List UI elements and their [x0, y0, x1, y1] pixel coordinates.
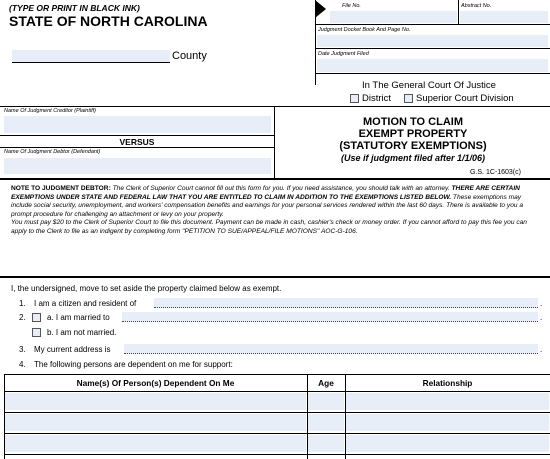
abstract-no-input[interactable] [460, 11, 548, 23]
dependent-age-input[interactable] [308, 435, 344, 452]
ink-instruction: (TYPE OR PRINT IN BLACK INK) [9, 3, 140, 13]
corner-arrow-icon [315, 0, 326, 18]
dependent-name-input[interactable] [5, 414, 306, 431]
dependent-relationship-input[interactable] [346, 393, 549, 410]
dependent-age-input[interactable] [308, 393, 344, 410]
superior-checkbox[interactable] [404, 94, 413, 103]
notice-p1: The Clerk of Superior Court cannot fill out this form for you. If you need assistance, you should talk with an attorney. [112, 185, 450, 192]
district-label: District [362, 93, 392, 104]
superior-label: Superior Court Division [416, 93, 514, 104]
spouse-input[interactable] [122, 312, 538, 322]
dependent-name-input[interactable] [5, 435, 306, 452]
statute-ref: G.S. 1C-1603(c) [470, 169, 521, 176]
married-checkbox[interactable] [32, 313, 41, 322]
residence-input[interactable] [154, 298, 538, 308]
notice-p1-rest: These exemptions may include social security, unemployment, and workers' compensation benefits and earnings for your personal services rendered within the last 60 days. There is available to you a prompt procedure for challenging an attachment or levy on your property. [11, 193, 524, 218]
county-input[interactable] [12, 50, 170, 63]
item-3-num: 3. [19, 345, 26, 354]
item-1-period: . [540, 299, 543, 308]
file-no-input[interactable] [330, 11, 457, 23]
court-title: In The General Court Of Justice [362, 80, 496, 91]
debtor-input[interactable] [4, 158, 271, 174]
title-line-1: MOTION TO CLAIM [362, 116, 463, 128]
table-row [4, 392, 550, 410]
item-2b-label: b. I am not married. [47, 328, 117, 337]
col-age-header: Age [318, 378, 334, 388]
versus-label: VERSUS [119, 137, 155, 147]
item-2-period: . [540, 313, 543, 322]
dependent-name-input[interactable] [5, 393, 306, 410]
dependent-relationship-input[interactable] [346, 414, 549, 431]
item-2a-label: a. I am married to [47, 313, 110, 322]
intro-text: I, the undersigned, move to set aside the property claimed below as exempt. [11, 284, 282, 293]
item-1-label: I am a citizen and resident of [34, 299, 137, 308]
title-line-3: (STATUTORY EXEMPTIONS) [339, 140, 487, 152]
item-3-label: My current address is [34, 345, 111, 354]
item-2-num: 2. [19, 313, 26, 322]
dependent-relationship-input[interactable] [346, 435, 549, 452]
dependent-age-input[interactable] [308, 414, 344, 431]
debtor-label: Name Of Judgment Debtor (Defendant) [4, 149, 101, 155]
date-filed-label: Date Judgment Filed [318, 51, 369, 57]
creditor-input[interactable] [4, 116, 271, 133]
not-married-checkbox[interactable] [32, 328, 41, 337]
docket-label: Judgment Docket Book And Page No. [318, 27, 411, 33]
county-label: County [172, 50, 207, 62]
col-name-header: Name(s) Of Person(s) Dependent On Me [76, 378, 235, 388]
form-title [276, 116, 550, 164]
notice-p1-bold: THERE ARE CERTAIN EXEMPTIONS UNDER STATE AND FEDERAL LAW THAT YOU ARE ENTITLED TO CLAIM IN ADDITION TO THE EXEMPTIONS LISTED BELOW. [11, 185, 520, 201]
item-4-num: 4. [19, 360, 26, 369]
creditor-label: Name Of Judgment Creditor (Plaintiff) [4, 108, 97, 114]
notice-block [11, 185, 541, 236]
date-filed-input[interactable] [317, 59, 548, 72]
title-line-2: EXEMPT PROPERTY [358, 128, 468, 140]
file-no-label: File No. [342, 3, 361, 9]
docket-input[interactable] [317, 35, 548, 47]
address-input[interactable] [124, 344, 538, 354]
item-1-num: 1. [19, 299, 26, 308]
col-relationship-header: Relationship [422, 378, 473, 388]
title-line-4: (Use if judgment filed after 1/1/06) [340, 153, 486, 163]
notice-p2: You must pay $20 to the Clerk of Superior Court to file this document. Payment can be made in cash, cashier's check or money order. If you cannot afford to pay this fee you can apply to the Clerk to file as an indigent by completing form "PETITION TO SUE/APPEAL/FILE MOTIONS" AOC-G-106. [11, 219, 527, 235]
item-4-label: The following persons are dependent on me for support: [34, 360, 233, 369]
state-title: STATE OF NORTH CAROLINA [9, 13, 208, 29]
abstract-no-label: Abstract No. [461, 3, 492, 9]
notice-heading: NOTE TO JUDGMENT DEBTOR: [11, 185, 111, 192]
table-row [4, 434, 550, 452]
district-checkbox[interactable] [350, 94, 359, 103]
table-row [4, 413, 550, 431]
item-3-period: . [540, 345, 543, 354]
